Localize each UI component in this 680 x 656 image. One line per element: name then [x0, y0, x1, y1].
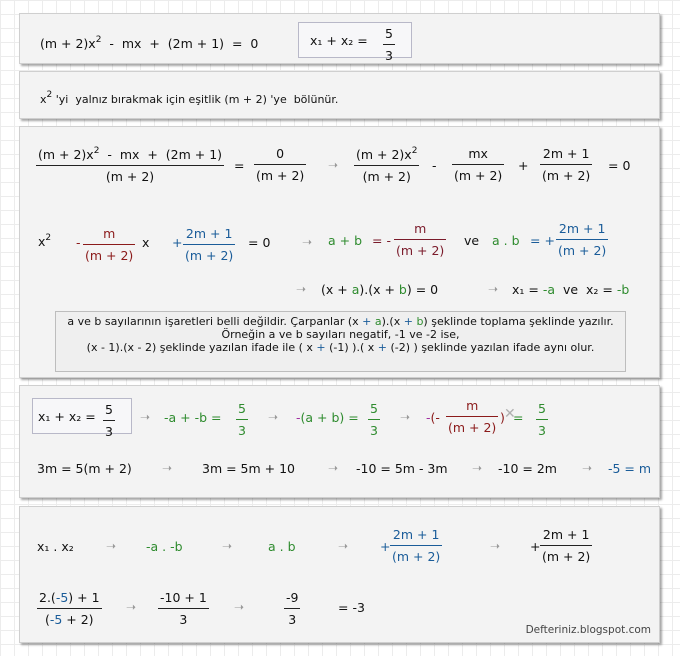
panel-division — [19, 126, 660, 378]
product-x1x2: x₁ . x₂ — [37, 539, 74, 554]
arrow-icon: ➝ — [162, 461, 173, 475]
arrow-icon: ➝ — [472, 461, 483, 475]
arrow-icon: ➝ — [338, 539, 349, 553]
equals-sign: = — [513, 410, 524, 425]
five-thirds-fraction: 5 3 — [370, 401, 378, 438]
arrow-icon: ➝ — [328, 461, 339, 475]
final-result: = -3 — [338, 600, 365, 615]
ab-product-fraction: 2m + 1 (m + 2) — [558, 221, 607, 258]
arrow-icon: ➝ — [140, 410, 151, 424]
result-m: -5 = m — [608, 461, 652, 476]
x-squared: $x^2$ — [38, 233, 52, 249]
panel-equation — [19, 13, 660, 64]
sum-negated: -a + -b = — [164, 410, 222, 425]
main-equation: $(m + 2)x^2$ - mx + (2m + 1) = 0 — [40, 35, 259, 51]
roots: x₁ = -a ve x₂ = -b — [512, 282, 630, 297]
plus-sign: + — [172, 235, 183, 250]
panel-product — [19, 506, 660, 643]
product-fraction: 2m + 1 (m + 2) — [392, 527, 441, 564]
equals-minus: = - — [372, 233, 391, 248]
conjunction-ve: ve — [464, 233, 480, 248]
equals-zero: = 0 — [608, 158, 631, 173]
minus-sign: - — [432, 158, 437, 173]
watermark: Defteriniz.blogspot.com — [525, 624, 651, 636]
plus-sign: + — [518, 158, 529, 173]
sum-fraction: 5 3 — [105, 402, 113, 439]
arrow-icon: ➝ — [582, 461, 593, 475]
arrow-icon: ➝ — [488, 282, 499, 296]
arrow-icon: ➝ — [268, 410, 279, 424]
sum-ab: a + b — [328, 233, 363, 248]
sum-box — [32, 398, 132, 439]
note-line-1: a ve b sayılarının işaretleri belli değildir. Çarpanlar (x + a).(x + b) şeklinde toplama şeklinde yazılır. — [67, 315, 614, 328]
division-fraction: $(m + 2)x^2$ - mx + (2m + 1) (m + 2) — [38, 146, 223, 184]
term2-fraction: mx (m + 2) — [454, 146, 503, 183]
step-rearrange: -10 = 5m - 3m — [356, 461, 448, 476]
constant-fraction: 2m + 1 (m + 2) — [185, 226, 234, 263]
cancel-icon: ✕ — [504, 406, 516, 422]
arrow-icon: ➝ — [328, 158, 339, 172]
close-paren: ) — [500, 410, 505, 425]
explanation-text: $x^2$ 'yi yalnız bırakmak için eşitlik (m + 2) 'ye bölünür. — [40, 90, 339, 106]
note-box — [55, 311, 626, 372]
arrow-icon: ➝ — [234, 600, 245, 614]
arrow-icon: ➝ — [106, 539, 117, 553]
minus-sign: - — [76, 235, 81, 250]
term3-fraction: 2m + 1 (m + 2) — [542, 146, 591, 183]
arrow-icon: ➝ — [126, 600, 137, 614]
sum-box — [298, 22, 412, 63]
product-negated: -a . -b — [146, 539, 183, 554]
five-thirds-fraction: 5 3 — [538, 401, 546, 438]
step-cross-multiply: 3m = 5(m + 2) — [37, 461, 132, 476]
panel-sum — [19, 385, 660, 498]
ab-sum-fraction: m (m + 2) — [396, 221, 445, 258]
product-ab: a . b — [268, 539, 296, 554]
arrow-icon: ➝ — [400, 410, 411, 424]
m-fraction: m (m + 2) — [448, 398, 497, 435]
sum-lhs: x₁ + x₂ = — [38, 409, 96, 424]
zero-fraction: 0 (m + 2) — [256, 146, 305, 183]
factored-sum: -(a + b) = — [296, 410, 359, 425]
equals-sign: = — [234, 158, 245, 173]
arrow-icon: ➝ — [490, 539, 501, 553]
plus-sign: + — [380, 539, 391, 554]
product-ab: a . b — [492, 233, 520, 248]
x-variable: x — [142, 235, 150, 250]
step-simplify: -10 = 2m — [498, 461, 557, 476]
m-fraction: m (m + 2) — [85, 226, 134, 263]
substituted-open: -(- — [426, 410, 440, 425]
factored-form: (x + a).(x + b) = 0 — [321, 282, 439, 297]
final-fraction: -9 3 — [286, 590, 299, 627]
equals-zero: = 0 — [248, 235, 271, 250]
note-line-2: Örneğin a ve b sayıları negatif, -1 ve -2 ise, — [221, 328, 460, 341]
panel-explanation — [19, 71, 660, 119]
step-expand: 3m = 5m + 10 — [202, 461, 296, 476]
equals-plus: = + — [530, 233, 555, 248]
note-line-3: (x - 1).(x - 2) şeklinde yazılan ifade ile ( x + (-1) ).( x + (-2) ) şeklinde yazılan ifade aynı olur. — [86, 341, 595, 354]
arrow-icon: ➝ — [222, 539, 233, 553]
five-thirds-fraction: 5 3 — [238, 401, 246, 438]
plus-sign: + — [530, 539, 541, 554]
arrow-icon: ➝ — [302, 235, 313, 249]
sum-lhs: x₁ + x₂ = — [310, 33, 368, 48]
product-fraction-black: 2m + 1 (m + 2) — [542, 527, 591, 564]
sum-fraction: 5 3 — [385, 26, 393, 63]
arrow-icon: ➝ — [296, 282, 307, 296]
simplified-fraction: -10 + 1 3 — [160, 590, 207, 627]
substitution-fraction: 2.(-5) + 1 (-5 + 2) — [39, 590, 100, 627]
term1-fraction: $(m + 2)x^2$ (m + 2) — [356, 146, 418, 184]
